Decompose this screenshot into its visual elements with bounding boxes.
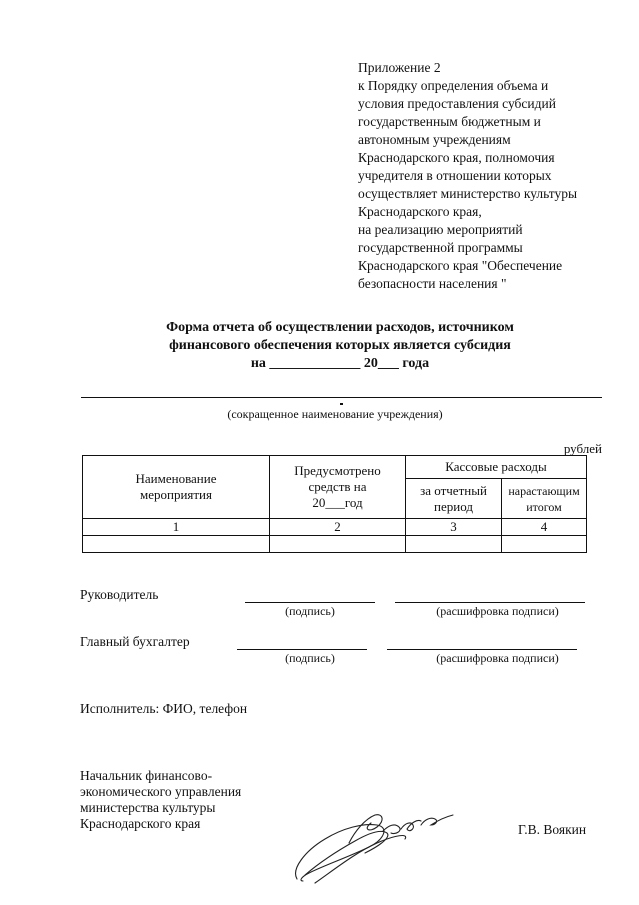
executor-line: Исполнитель: ФИО, телефон [80, 701, 248, 716]
appendix-line: условия предоставления субсидий [358, 96, 556, 111]
table-header-row [83, 456, 587, 479]
table-cell [270, 536, 406, 553]
institution-name-line [81, 397, 602, 398]
appendix-header [358, 59, 628, 293]
appendix-line: Краснодарского края, полномочия [358, 150, 555, 165]
appendix-line: безопасности населения " [358, 276, 507, 291]
head-signature-caption: (подпись) [285, 604, 335, 618]
appendix-line: Приложение 2 [358, 60, 441, 75]
accountant-signature-caption: (подпись) [285, 651, 335, 665]
handwritten-signature [285, 803, 465, 885]
header-text: Наименование [135, 471, 217, 486]
head-signature-line [245, 602, 375, 603]
accountant-decryption-caption: (расшифровка подписи) [436, 651, 559, 665]
header-text: период [434, 498, 473, 514]
head-label: Руководитель [80, 587, 159, 602]
accountant-signature-line [237, 649, 367, 650]
appendix-line: Краснодарского края "Обеспечение [358, 258, 563, 273]
form-title [80, 319, 600, 373]
stray-dot [340, 403, 343, 405]
institution-caption: (сокращенное наименование учреждения) [227, 407, 443, 421]
header-text: Предусмотрено [294, 463, 381, 478]
footer-position-line: экономического управления [80, 784, 242, 799]
appendix-line: государственной программы [358, 240, 523, 255]
form-title-date-line: на _____________ 20___ года [250, 356, 430, 371]
header-planned-funds [270, 456, 406, 519]
head-decryption-line [395, 602, 585, 603]
column-number: 2 [270, 519, 406, 536]
table-cell [502, 536, 587, 553]
accountant-decryption-line [387, 649, 577, 650]
report-table [82, 455, 587, 553]
header-text: 20___год [312, 495, 363, 510]
appendix-line: на реализацию мероприятий [358, 222, 523, 237]
column-number: 3 [406, 519, 502, 536]
table-empty-row [83, 536, 587, 553]
accountant-label: Главный бухгалтер [80, 634, 190, 649]
footer-position-line: министерства культуры [80, 800, 216, 815]
header-text: нарастающим [508, 483, 580, 498]
header-activity-name [83, 456, 270, 519]
column-number: 1 [83, 519, 270, 536]
header-reporting-period [406, 479, 502, 519]
appendix-line: учредителя в отношении которых [358, 168, 552, 183]
table-number-row [83, 519, 587, 536]
appendix-line: к Порядку определения объема и [358, 78, 549, 93]
form-title-line: Форма отчета об осуществлении расходов, источником [166, 320, 514, 335]
header-cumulative-total [502, 479, 587, 519]
header-text: за отчетный [420, 482, 487, 498]
header-text: средств на [308, 479, 367, 494]
appendix-line: государственным бюджетным и [358, 114, 541, 129]
table-cell [406, 536, 502, 553]
header-text: мероприятия [139, 487, 212, 502]
signer-name: Г.В. Воякин [518, 822, 587, 837]
header-text: итогом [526, 499, 562, 514]
appendix-line: Краснодарского края, [358, 204, 482, 219]
table-cell [83, 536, 270, 553]
header-cash-expenses: Кассовые расходы [406, 456, 587, 479]
footer-position-line: Краснодарского края [80, 816, 201, 831]
appendix-line: осуществляет министерство культуры [358, 186, 578, 201]
head-decryption-caption: (расшифровка подписи) [436, 604, 559, 618]
currency-note: рублей [563, 441, 602, 456]
footer-position-line: Начальник финансово- [80, 768, 213, 783]
form-title-line: финансового обеспечения которых является субсидия [169, 338, 511, 353]
appendix-line: автономным учреждениям [358, 132, 511, 147]
footer-position [80, 768, 241, 832]
column-number: 4 [502, 519, 587, 536]
